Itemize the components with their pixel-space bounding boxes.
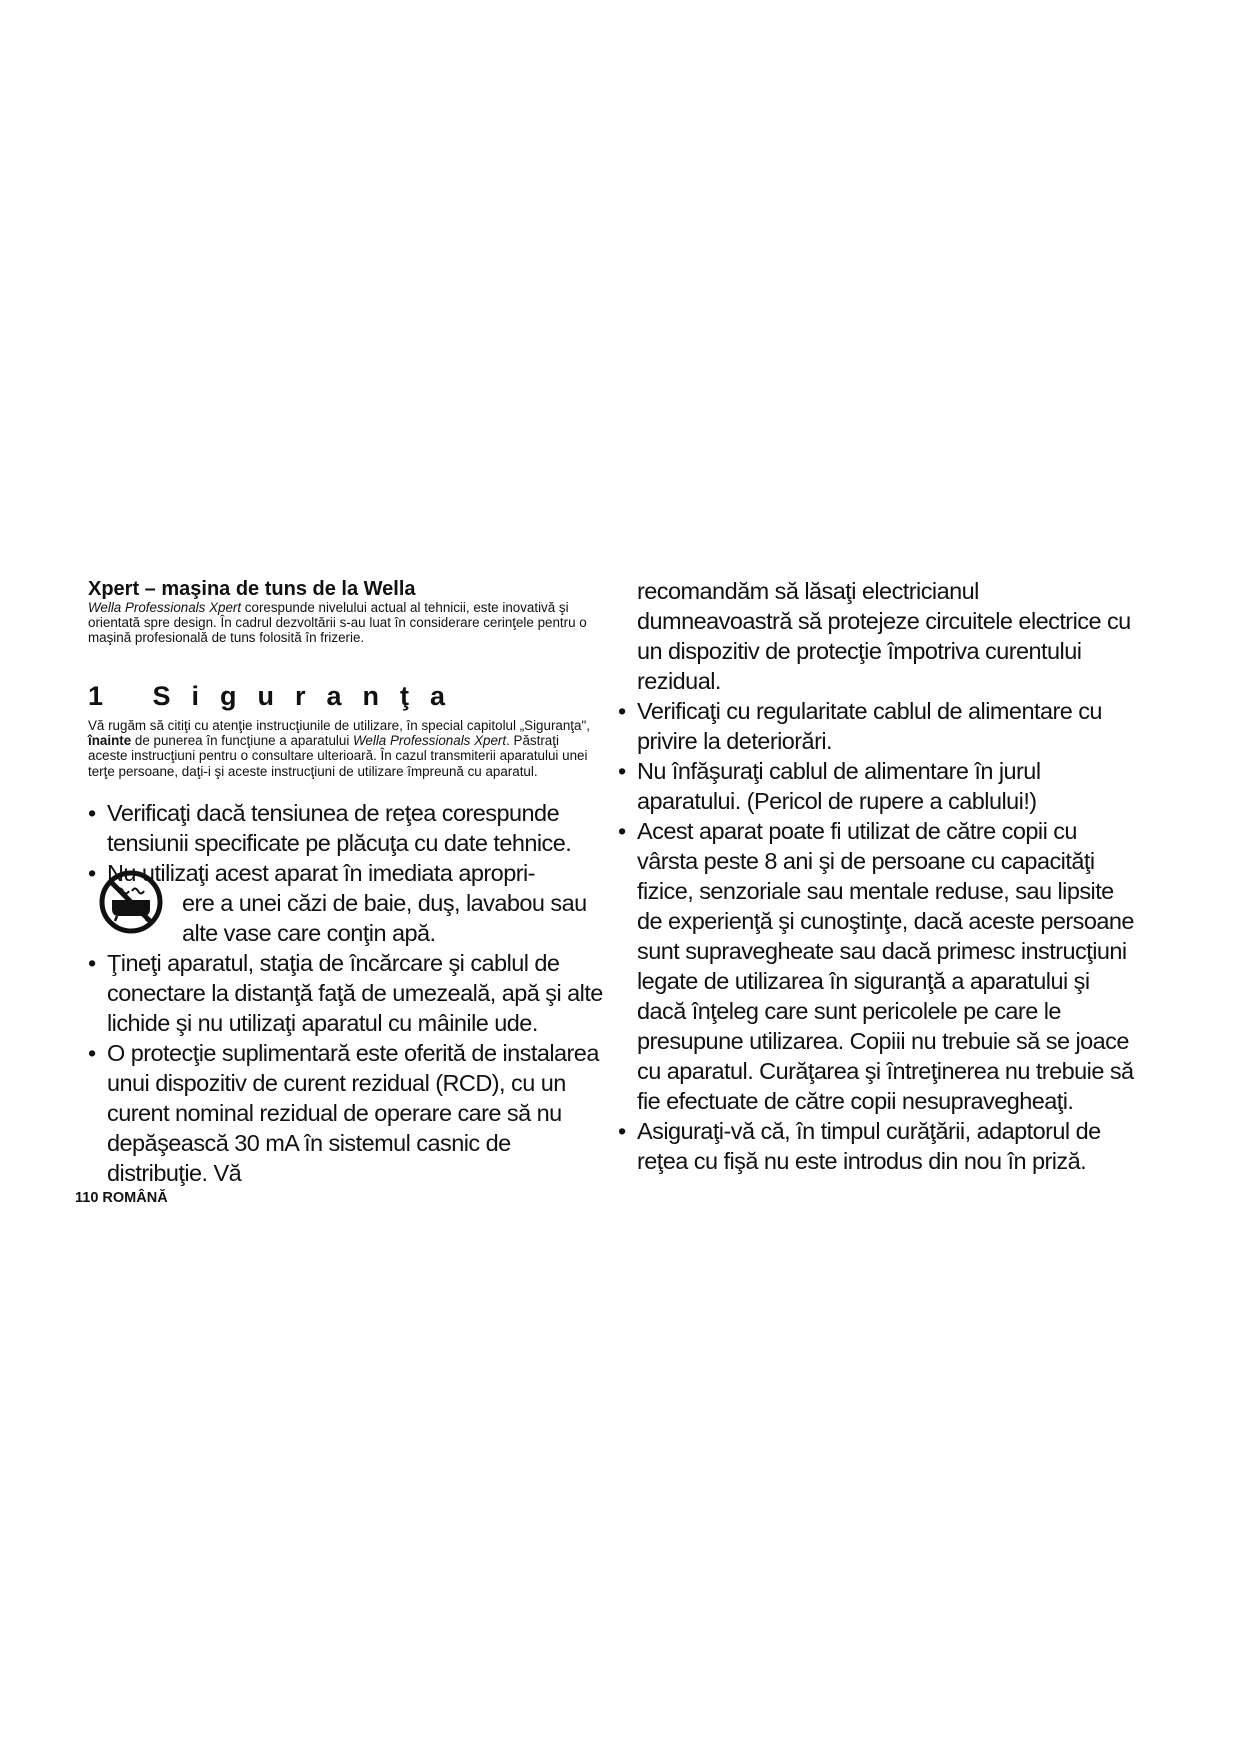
bullet-text: Ţineţi aparatul, staţia de încărcare şi cablul de conectare la distanţă faţă de umezeală, apă şi alte lichide şi nu utilizaţi aparatul cu mâinile ude.	[107, 950, 603, 1036]
intro-title: Xpert – maşina de tuns de la Wella	[88, 578, 416, 600]
list-item	[618, 816, 1138, 1116]
bullet-text: Nu înfăşuraţi cablul de alimentare în jurul aparatului. (Pericol de rupere a cablului!)	[637, 758, 1041, 814]
bullet-text-first-line: Nu utilizaţi acest aparat în imediata apropri-	[107, 860, 535, 886]
bullet-marker: •	[88, 860, 96, 886]
safety-intro-paragraph	[88, 718, 598, 779]
left-bullet-list	[88, 798, 603, 1188]
safety-intro-text-2: de punerea în funcţiune a aparatului	[131, 733, 354, 749]
intro-block	[88, 578, 598, 646]
bullet-text: Acest aparat poate fi utilizat de către copii cu vârsta peste 8 ani şi de persoane cu capacităţi fizice, senzoriale sau mentale reduse, sau lipsite de experienţă şi cunoştinţe, dacă aceste persoane sunt supravegheate sau dacă primesc instrucţiuni legate de utilizarea în siguranţă a aparatului şi dacă înţeleg care sunt pericolele pe care le presupune utilizarea. Copiii nu trebuie să se joace cu aparatul. Curăţarea şi întreţinerea nu trebuie să fie efectuate de către copii nesupravegheaţi.	[637, 818, 1134, 1114]
bullet-marker: •	[618, 758, 626, 784]
bullet-marker: •	[618, 818, 626, 844]
page-footer: 110 ROMÂNĂ	[75, 1190, 168, 1206]
list-item	[88, 948, 603, 1038]
list-item	[88, 1038, 603, 1188]
intro-paragraph	[88, 600, 598, 646]
intro-brand: Wella Professionals Xpert	[88, 600, 242, 615]
list-item	[88, 798, 603, 858]
bullet-marker: •	[88, 950, 96, 976]
no-bathtub-icon	[98, 869, 164, 935]
intro-text: corespunde nivelului actual al tehnicii, este inovativă şi orientată spre design. În cadrul dezvoltării s-au luat în considerare cerinţele pentru o maşină profesională de tuns folosită în frizerie.	[88, 600, 587, 646]
list-item	[618, 756, 1138, 816]
list-item	[618, 696, 1138, 756]
bullet-text: Verificaţi cu regularitate cablul de alimentare cu privire la deteriorări.	[637, 698, 1102, 754]
continuation-text: recomandăm să lăsaţi electricianul dumneavoastră să protejeze circuitele electrice cu un dispozitiv de protecţie împotriva curentului rezidual.	[637, 578, 1131, 694]
bullet-text: Verificaţi dacă tensiunea de reţea corespunde tensiunii specificate pe plăcuţa cu date tehnice.	[107, 800, 572, 856]
list-item-with-icon	[88, 858, 603, 948]
bullet-text: O protecţie suplimentară este oferită de instalarea unui dispozitiv de curent rezidual (RCD), cu un curent nominal rezidual de operare care să nu depăşească 30 mA în sistemul casnic de distribuţie. Vă	[107, 1040, 599, 1186]
bullet-marker: •	[88, 800, 96, 826]
bullet-marker: •	[618, 1118, 626, 1144]
bullet-text-rest: ere a unei căzi de baie, duş, lavabou sau alte vase care conţin apă.	[182, 890, 587, 946]
right-column	[618, 576, 1138, 1176]
safety-intro-text-1: Vă rugăm să citiţi cu atenţie instrucţiunile de utilizare, în special capitolul „Siguranţa",	[88, 718, 590, 733]
bullet-text: Asiguraţi-vă că, în timpul curăţării, adaptorul de reţea cu fişă nu este introdus din nou în priză.	[637, 1118, 1101, 1174]
bullet-marker: •	[88, 1040, 96, 1066]
safety-intro-text-3: . Păstraţi aceste instrucţiuni pentru o consultare ulterioară. În cazul transmiterii aparatului unei terţe persoane, daţi-i şi aceste instrucţiuni de utilizare împreună cu aparatul.	[88, 733, 588, 779]
safety-intro-bold: înainte	[88, 733, 132, 749]
section-heading: 1 Siguranţa	[88, 681, 467, 711]
right-bullet-list	[618, 696, 1138, 1176]
list-item	[618, 1116, 1138, 1176]
bullet-marker: •	[618, 698, 626, 724]
safety-intro-italic: Wella Professionals Xpert	[353, 733, 507, 749]
